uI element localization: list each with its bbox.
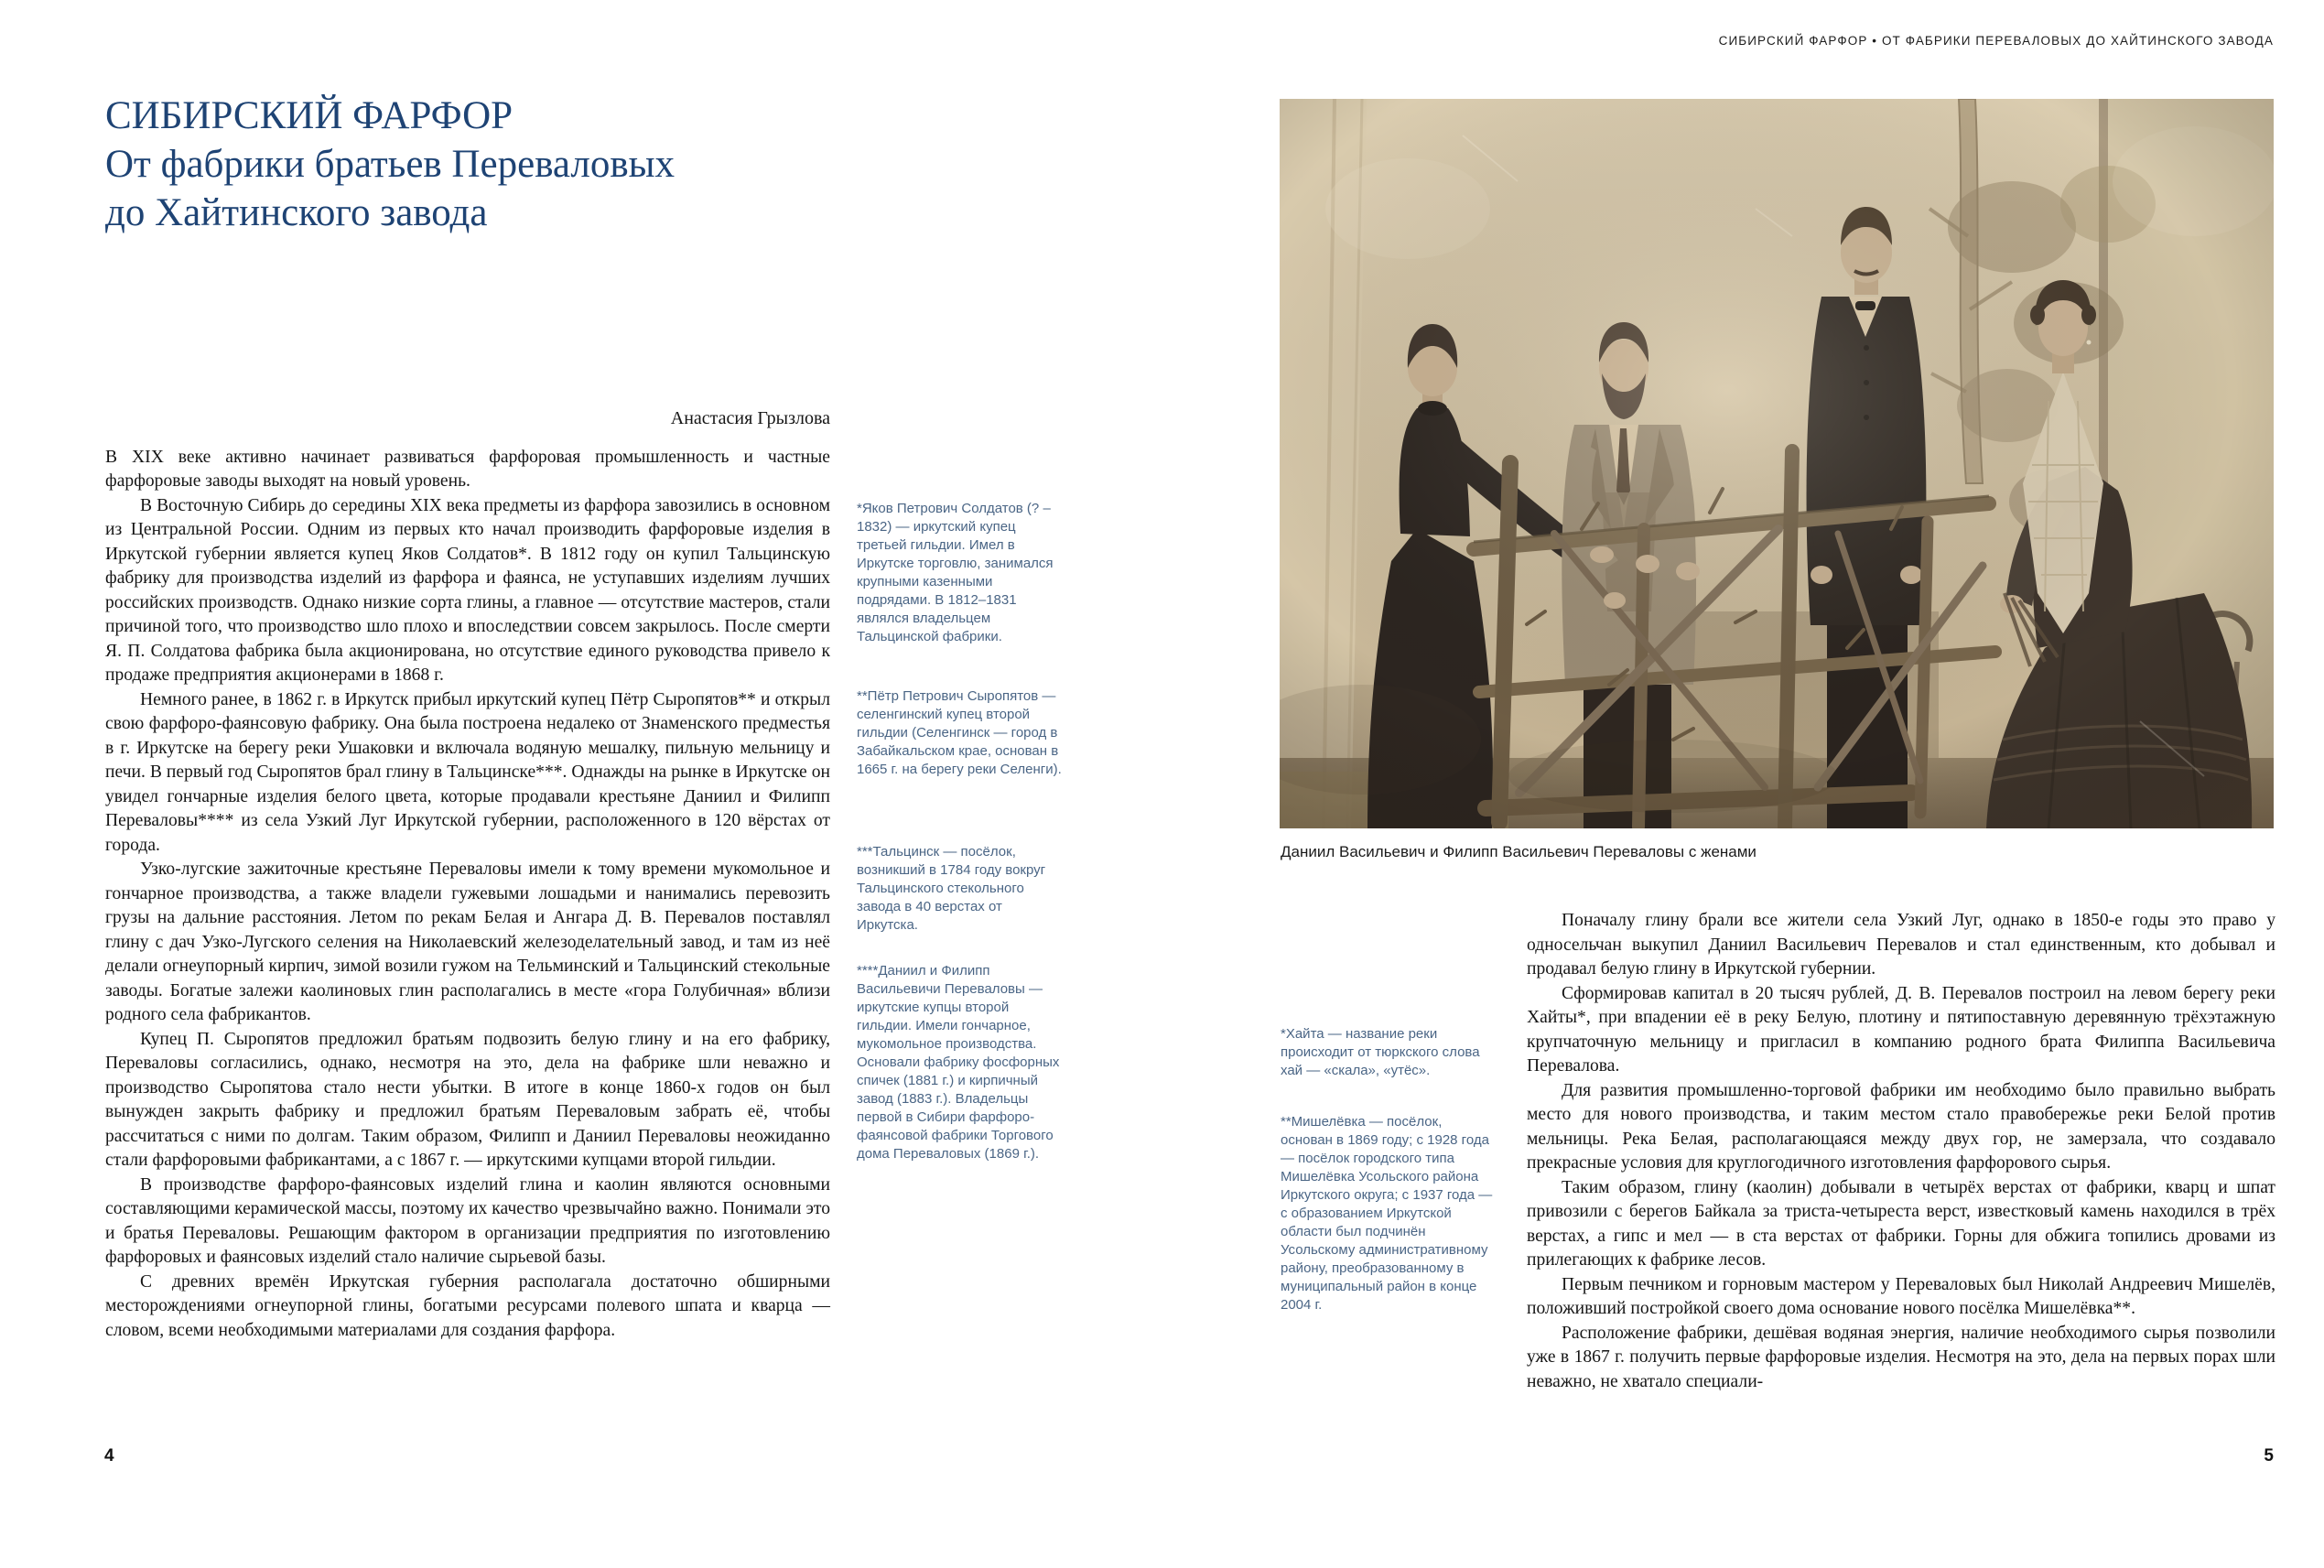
paragraph: Купец П. Сыропятов предложил братьям подвозить белую глину и на его фабрику, Переваловы согласились, однако, несмотря на это, дела на фабрике шли неважно и производство Сыропятова стало нести убытки. В итоге в конце 1860-х годов он был вынужден закрыть фабрику и предложил братьям Переваловым забрать её, чтобы рассчитаться с ними по долгам. Таким образом, Филипп и Даниил Переваловы неожиданно стали фарфоровыми фабрикантами, а с 1867 г. — иркутскими купцами второй гильдии. — [105, 1029, 830, 1170]
paragraph: В производстве фарфоро-фаянсовых изделий глина и каолин являются основными составляющими керамической массы, поэтому их качество чрезвычайно важно. Понимали это и братья Переваловы. Решающим фактором в организации предприятия по изготовлению фарфоровых и фаянсовых изделий стало наличие сырьевой базы. — [105, 1174, 830, 1267]
footnote-mishelyovka: **Мишелёвка — посёлок, основан в 1869 году; с 1928 года — посёлок городского типа Мишелёвка Усольского района Иркутского округа; с 1937 года — с образованием Иркутской области был подчинён Усольскому административному району, преобразованному в муниципальный район в конце 2004 г. — [1281, 1114, 1493, 1313]
footnote-perevalovy: ****Даниил и Филипп Васильевичи Переваловы — иркутские купцы второй гильдии. Имели гончарное, мукомольное производства. Основали фабрику фосфорных спичек (1881 г.) и кирпичный завод (1883 г.). Владельцы первой в Сибири фарфоро-фаянсовой фабрики Торгового дома Переваловых (1869 г.). — [857, 963, 1060, 1162]
paragraph: Немного ранее, в 1862 г. в Иркутск прибыл иркутский купец Пётр Сыропятов** и открыл свою фарфоро-фаянсовую фабрику. Она была построена недалеко от Знаменского предместья в г. Иркутске на берегу реки Ушаковки и включала водяную мешалку, пильную мельницу и печи. В первый год Сыропятов брал глину в Тальцинске***. Однажды на рынке в Иркутске он увидел гончарные изделия белого цвета, которые продавали крестьяне Даниил и Филипп Переваловы**** из села Узкий Луг Иркутской губернии, расположенного в 120 вёрстах от города. — [105, 689, 830, 855]
page-number-left: 4 — [104, 1446, 114, 1465]
running-header: СИБИРСКИЙ ФАРФОР • ОТ ФАБРИКИ ПЕРЕВАЛОВЫХ ДО ХАЙТИНСКОГО ЗАВОДА — [1718, 34, 2274, 48]
paragraph: Таким образом, глину (каолин) добывали в четырёх верстах от фабрики, кварц и шпат привозили с берегов Байкала за триста-четыреста верст, известковый камень находился в трёх верстах, а гипс и мел — в ста верстах от фабрики. Горны для обжига топились дровами из прилегающих к фабрике лесов. — [1527, 1177, 2275, 1270]
paragraph: Сформировав капитал в 20 тысяч рублей, Д. В. Перевалов построил на левом берегу реки Хайты*, при впадении её в реку Белую, плотину и пятипоставную деревянную трёхэтажную крупчаточную мельницу и пригласил в компанию родного брата Филиппа Васильевича Перевалова. — [1527, 983, 2275, 1076]
footnote-syropyatov: **Пётр Петрович Сыропятов — селенгинский купец второй гильдии (Селенгинск — город в Забайкальском крае, основан в 1665 г. на берегу реки Селенги). — [857, 688, 1062, 777]
left-text-column — [105, 406, 830, 1343]
paragraph: Поначалу глину брали все жители села Узкий Луг, однако в 1850-е годы это право у односельчан выкупил Даниил Васильевич Перевалов и стал единственным, кто добывал и продавал белую глину в Иркутской губернии. — [1527, 911, 2275, 979]
footnote-soldatov: *Яков Петрович Солдатов (? – 1832) — иркутский купец третьей гильдии. Имел в Иркутске торговлю, занимался крупными казенными подрядами. В 1812–1831 являлся владельцем Тальцинской фабрики. — [857, 501, 1054, 644]
paragraph: В XIX веке активно начинает развиваться фарфоровая промышленность и частные фарфоровые заводы выходят на новый уровень. — [105, 447, 830, 491]
paragraph: Первым печником и горновым мастером у Переваловых был Николай Андреевич Мишелёв, положивший постройкой своего дома основание нового посёлка Мишелёвка**. — [1527, 1274, 2275, 1318]
footnote-taltsinsk: ***Тальцинск — посёлок, возникший в 1784 году вокруг Тальцинского стекольного завода в 40 верстах от Иркутска. — [857, 844, 1046, 933]
photo-caption: Даниил Васильевич и Филипп Васильевич Переваловы с женами — [1281, 843, 1757, 860]
photo-illustration — [1280, 99, 2274, 828]
title-line-1: СИБИРСКИЙ ФАРФОР — [105, 94, 513, 137]
paragraph: С древних времён Иркутская губерния располагала достаточно обширными месторождениями огнеупорной глины, богатыми ресурсами полевого шпата и кварца — словом, всеми необходимыми материалами для создания фарфора. — [105, 1271, 830, 1340]
title-line-3: до Хайтинского завода — [105, 191, 488, 234]
right-text-column — [1527, 909, 2275, 1394]
title-line-2: От фабрики братьев Переваловых — [105, 143, 676, 186]
paragraph: В Восточную Сибирь до середины XIX века предметы из фарфора завозились в основном из Центральной России. Одним из первых кто начал производить фарфоровые изделия в Иркутской губернии является купец Яков Солдатов*. В 1812 году он купил Тальцинскую фабрику для производства изделий из фарфора и фаянса, не уступавших изделиям лучших российских производств. Однако низкие сорта глины, а главное — отсутствие мастеров, стали причиной того, что производство шло плохо и впоследствии совсем закрылось. После смерти Я. П. Солдатова фабрика была акционирована, но отсутствие единого руководства привело к продаже предприятия акционерами в 1868 г. — [105, 495, 830, 685]
historic-photo — [1280, 99, 2274, 828]
author-byline: Анастасия Грызлова — [670, 408, 830, 428]
paragraph: Для развития промышленно-торговой фабрики им необходимо было правильно выбрать место для нового производства, и таким местом стало правобережье реки Белой против мельницы. Река Белая, располагающаяся между двух гор, не замерзала, что создавало прекрасные условия для круглогодичного изготовления фарфорового сырья. — [1527, 1080, 2275, 1173]
paragraph: Расположение фабрики, дешёвая водяная энергия, наличие необходимого сырья позволили уже в 1867 г. получить первые фарфоровые изделия. Несмотря на это, дела на первых порах шли неважно, не хватало специали- — [1527, 1323, 2275, 1391]
paragraph: Узко-лугские зажиточные крестьяне Переваловы имели к тому времени мукомольное и гончарное производства, а также владели гужевыми лошадьми и нанимались перевозить грузы на дальние расстояния. Летом по рекам Белая и Ангара Д. В. Перевалов поставлял глину с дач Узко-Лугского селения на Николаевский железоделательный завод, и там из неё делали огнеупорный кирпич, зимой возили гужом на Тельминский и Тальцинский стекольные заводы. Богатые залежи каолиновых глин располагались в месте «гора Голубичная» вблизи родного села фабрикантов. — [105, 860, 830, 1024]
footnote-khaita: *Хайта — название реки происходит от тюркского слова хай — «скала», «утёс». — [1281, 1026, 1480, 1078]
article-title — [105, 92, 1021, 237]
page-number-right: 5 — [2264, 1446, 2274, 1465]
